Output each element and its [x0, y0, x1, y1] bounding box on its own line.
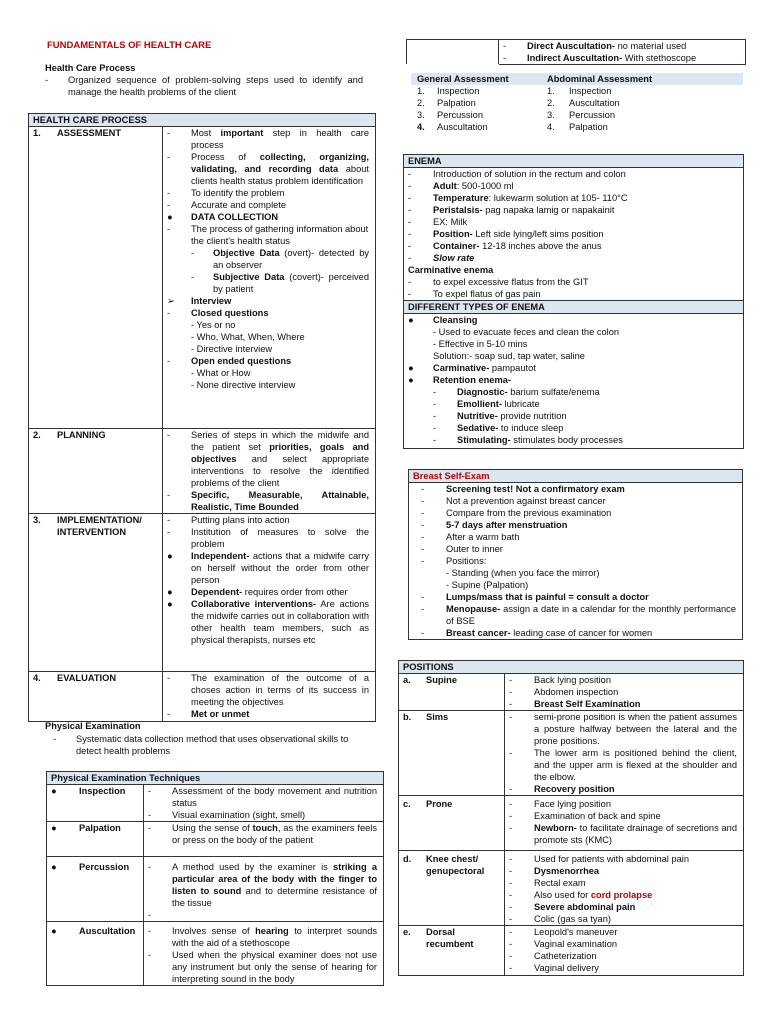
ausc_types-d_a: Direct Auscultation- [527, 41, 615, 51]
assess-h1: General Assessment [411, 73, 543, 85]
table-header: Physical Examination Techniques [47, 772, 384, 785]
pet-insp-name: Inspection [79, 786, 126, 796]
positions-supine-l1: Back lying position [534, 675, 611, 685]
pet-palp-b: touch [252, 823, 278, 833]
table-row: 3. IMPLEMENTATION/ INTERVENTION - Putting plans into action - Institution of measures to solve the problem ● Independent- actions that a midwife carry on herself without the order from other person ● Dependent- requires order from other ● Collaborative interventions- Are actions the midwife carries out in collaboration with other health team members, such as physical therapists, nurses etc [29, 514, 376, 672]
health-care-process-table [28, 113, 376, 722]
hcp-impl-num: 3. [33, 515, 41, 525]
positions-table [398, 660, 744, 976]
positions-prone-l3a: Newborn- [534, 823, 577, 833]
hcp-eval-num: 4. [33, 673, 41, 683]
assess-rows-0-3: Inspection [569, 86, 612, 96]
hcp-planning-num: 2. [33, 430, 41, 440]
hcp-assessment-o1: - What or How [191, 368, 251, 378]
assess-rows-1-2: 2. [547, 98, 555, 108]
positions-sims-l1: semi-prone position is when the patient assumes a posture halfway between the lateral and the prone positions. [534, 712, 737, 746]
hcp-planning-l2: Specific, Measurable, Attainable, Realistic, Time Bounded [191, 490, 370, 512]
hcp-planning-l1b: priorities, goals and objectives [191, 442, 370, 464]
hcp-eval-name: EVALUATION [57, 673, 117, 683]
assess-rows-2-1: Percussion [437, 110, 483, 120]
types-cl1: - Used to evacuate feces and clean the colon [433, 327, 620, 337]
positions-knee-k: d. [403, 854, 412, 864]
pet-perc-name: Percussion [79, 862, 130, 872]
types-cleansing: Cleansing [433, 315, 478, 325]
definition-line: - Organized sequence of problem-solving steps used to identify and manage the health problems of the client [45, 75, 363, 97]
hcp-impl-l2: Institution of measures to solve the problem [191, 527, 370, 549]
bse-l9: - Supine (Palpation) [446, 580, 529, 590]
bse-l12a: Breast cancer- [446, 628, 511, 638]
pet-insp-l1: Assessment of the body movement and nutrition status [172, 786, 378, 808]
positions-dorsal-k: e. [403, 927, 411, 937]
hcp-assessment-l1a: Most [191, 128, 221, 138]
table-row: 2. PLANNING - Series of steps in which the midwife and the patient set priorities, goals and objectives and select appropriate interventions to resolve the identified problems of the client - Specific, Measurable, Attainable, Realistic, Time Bounded [29, 429, 376, 514]
pet-ausc-l2: Used when the physical examiner does not use any instrument but only the sense of hearing for interpreting sound in the body [172, 950, 378, 984]
auscultation-types-table: - Direct Auscultation- no material used - Indirect Auscultation- With stethoscope [406, 39, 746, 65]
hcp-eval-l2: Met or unmet [191, 709, 250, 719]
enema-c2: To expel flatus of gas pain [433, 289, 541, 299]
types-cl2: - Effective in 5-10 mins [433, 339, 528, 349]
hcp-planning-name: PLANNING [57, 430, 106, 440]
positions-supine-n: Supine [426, 675, 457, 685]
table-row: 4. EVALUATION - The examination of the outcome of a choses action in terms of its success in meeting the objectives - Met or unmet [29, 672, 376, 722]
table-row: ● Inspection - Assessment of the body movement and nutrition status - Visual examination (sight, smell) [47, 785, 384, 822]
pet-perc-c: and to determine resistance of the tissue [172, 886, 378, 908]
hcp-assessment-l1b: important [220, 128, 264, 138]
table-header: HEALTH CARE PROCESS [29, 114, 376, 127]
pe-title: Physical Examination [45, 721, 141, 731]
bse-l8: - Standing (when you face the mirror) [446, 568, 600, 578]
hcp-assessment-c1: - Yes or no [191, 320, 236, 330]
types-nut_a: Nutritive- [457, 411, 498, 421]
positions-dorsal-l4: Vaginal delivery [534, 963, 599, 973]
section-subtitle: Health Care Process [45, 63, 136, 73]
types-emol_a: Emollient- [457, 399, 502, 409]
positions-knee-l6: Colic (gas sa tyan) [534, 914, 611, 924]
header-def: Organized sequence of problem-solving steps used to identify and manage the health problems of the client [68, 75, 363, 97]
bse-l10: Lumps/mass that is painful = consult a doctor [446, 592, 649, 602]
pet-ausc-c: to interpret sounds with the aid of a stethoscope [172, 926, 378, 948]
hcp-assessment-dc: DATA COLLECTION [191, 212, 279, 222]
assess-rows-0-0: 1. [417, 86, 425, 96]
types-sed_b: to induce sleep [498, 423, 564, 433]
bse-l5: After a warm bath [446, 532, 520, 542]
hcp-assessment-l2b: collecting, organizing, validating, and recording data [191, 152, 370, 174]
enema-temp_a: Temperature [433, 193, 489, 203]
bse-l12b: leading case of cancer for women [510, 628, 653, 638]
types-stim_b: stimulates body processes [510, 435, 623, 445]
types-emol_b: lubricate [501, 399, 540, 409]
table-row: ● Auscultation - Involves sense of hearing to interpret sounds with the aid of a stethoscope - Used when the physical examiner does not use any instrument but only the sense of hearing for interpreting sound in the body [47, 922, 384, 986]
hcp-impl-dep_b: requires order from other [242, 587, 348, 597]
positions-prone-n: Prone [426, 799, 453, 809]
table-row: b. Sims - semi-prone position is when the patient assumes a posture halfway between the lateral and the prone positions. - The lower arm is positioned behind the client, and the upper arm is flexed at the shoulder and the elbow. - Recovery position [399, 711, 744, 796]
hcp-impl-ind_a: Independent- [191, 551, 250, 561]
positions-title: POSITIONS [399, 661, 744, 674]
pet-palp-c: , as the examiners feels or press on the body of the patient [172, 823, 378, 845]
types-carm_a: Carminative- [433, 363, 490, 373]
hcp-assessment-l4: Accurate and complete [191, 200, 287, 210]
ausc_types-i_a: Indirect Auscultation- [527, 53, 623, 63]
bse-l11a: Menopause- [446, 604, 501, 614]
enema-c1: to expel excessive flatus from the GIT [433, 277, 589, 287]
pet-palp-a: Using the sense of [172, 823, 253, 833]
positions-prone-l3b: to facilitate drainage of secretions and promote sts (KMC) [534, 823, 737, 845]
ausc_types-d_b: no material used [615, 41, 687, 51]
bse-l4: 5-7 days after menstruation [446, 520, 568, 530]
hcp-assessment-o2: - None directive interview [191, 380, 296, 390]
types-diag_a: Diagnostic- [457, 387, 508, 397]
assess-h2: Abdominal Assessment [543, 73, 743, 85]
pet-ausc-a: Involves sense of [172, 926, 256, 936]
bse-table: Breast Self-Exam - Screening test! Not a confirmatory exam - Not a prevention against breast cancer - Compare from the previous examination - 5-7 days after menstruation - After a warm bath - Outer to inner - Positions: - Standing (when you face the mirror) - Supine (Palpation) - Lumps/mass that is painful = consult a doctor - Menopause- assign a date in a calendar for the monthly performance of BSE - Breast cancer- leading case of cancer for women [408, 469, 743, 640]
table-row: ● Percussion - A method used by the examiner is striking a particular area of the body with the finger to listen to sound and to determine resistance of the tissue - [47, 857, 384, 922]
positions-knee-l4a: Also used for [534, 890, 591, 900]
enema-cont_a: Container- [433, 241, 480, 251]
hcp-assessment-sub_b: (covert)- perceived by patient [213, 272, 369, 294]
positions-dorsal-l1: Leopold's maneuver [534, 927, 618, 937]
positions-supine-l3: Breast Self Examination [534, 699, 641, 709]
assess-rows-2-3: Percussion [569, 110, 616, 120]
hcp-assessment-closed: Closed questions [191, 308, 269, 318]
hcp-assessment-open: Open ended questions [191, 356, 292, 366]
hcp-assessment-l2a: Process of [191, 152, 260, 162]
types-stim_a: Stimulating- [457, 435, 511, 445]
bse-l3: Compare from the previous examination [446, 508, 612, 518]
bse-l1: Screening test! Not a confirmatory exam [446, 484, 625, 494]
pe-techniques-table [46, 771, 384, 986]
positions-knee-l1: Used for patients with abdominal pain [534, 854, 690, 864]
hcp-impl-col_a: Collaborative interventions- [191, 599, 317, 609]
page-title: FUNDAMENTALS OF HEALTH CARE [47, 40, 212, 51]
enema-pos_b: Left side lying/left sims position [472, 229, 604, 239]
enema-title: ENEMA [404, 155, 744, 168]
enema-cont_b: 12-18 inches above the anus [479, 241, 602, 251]
types-nut_b: provide nutrition [497, 411, 567, 421]
hcp-impl-name: IMPLEMENTATION/ INTERVENTION [57, 515, 142, 537]
positions-knee-l4b: cord prolapse [590, 890, 653, 900]
types-ret: Retention enema- [433, 375, 512, 385]
hcp-assessment-c3: - Directive interview [191, 344, 273, 354]
types-diag_b: barium sulfate/enema [507, 387, 600, 397]
hcp-assessment-num: 1. [33, 128, 41, 138]
types-cl3: Solution:- soap sud, tap water, saline [433, 351, 585, 361]
positions-supine-k: a. [403, 675, 411, 685]
enema-carm: Carminative enema [408, 265, 494, 275]
table-row: ● Palpation - Using the sense of touch, as the examiners feels or press on the body of the patient [47, 822, 384, 857]
hcp-impl-l1: Putting plans into action [191, 515, 290, 525]
bse-l2: Not a prevention against breast cancer [446, 496, 606, 506]
enema-table: ENEMA - Introduction of solution in the rectum and colon - Adult: 500-1000 ml - Temperature: lukewarm solution at 105- 110°C - Peristalsis- pag napaka lamig or napakainit - EX: Milk - Position- Left side lying/left sims position - Container- 12-18 inches above the anus - Slow rate Carminative enema - to expel excessive flatus from the GIT - To expel flatus of gas pain DIFFERENT TYPES OF ENEMA ● Cleansing - Used to evacuate feces and clean the colon - Effective in 5-10 mins Solution:- soap sud, tap water, saline ● Carminative- pampautot ● Retention enema- - Diagnostic- barium sulfate/enema - Emollient- lubricate - Nutritive- provide nutrition - Sedative- to induce sleep - Stimulating- stimulates body processes [403, 154, 744, 449]
table-row: c. Prone - Face lying position - Examination of back and spine - Newborn- to facilitate drainage of secretions and promote sts (KMC) [399, 796, 744, 851]
assess-rows-1-1: Palpation [437, 98, 476, 108]
positions-supine-l2: Abdomen inspection [534, 687, 619, 697]
positions-knee-n: Knee chest/ genupectoral [426, 854, 485, 876]
positions-knee-l5: Severe abdominal pain [534, 902, 636, 912]
hcp-assessment-l2c: about clients health status problem identification [191, 164, 370, 186]
table-row: a. Supine - Back lying position - Abdomen inspection - Breast Self Examination [399, 674, 744, 711]
hcp-planning-l1c: and select appropriate interventions to resolve the identified problems of the client [191, 454, 370, 488]
hcp-assessment-interview: Interview [191, 296, 232, 306]
assessment-order-table [411, 73, 743, 133]
assess-rows-3-2: 4. [547, 122, 555, 132]
hcp-assessment-obj_b: (overt)- detected by an observer [213, 248, 370, 270]
enema-peri_b: pag napaka lamig or napakainit [482, 205, 615, 215]
enema-adult_b: : 500-1000 ml [456, 181, 514, 191]
hcp-assessment-obj_a: Objective Data [213, 248, 280, 258]
hcp-assessment-dc_def: The process of gathering information about the client's health status [191, 224, 369, 246]
enema-temp_b: : lukewarm solution at 105- 110°C [488, 193, 628, 203]
positions-sims-k: b. [403, 712, 412, 722]
assess-rows-0-2: 1. [547, 86, 555, 96]
hcp-assessment-c2: - Who, What, When, Where [191, 332, 305, 342]
positions-knee-l3: Rectal exam [534, 878, 586, 888]
pet-ausc-name: Auscultation [79, 926, 136, 936]
pet-perc-b: striking a particular area of the body with the finger to listen to sound [172, 862, 378, 896]
assess-rows-0-1: Inspection [437, 86, 480, 96]
enema-l1: Introduction of solution in the rectum and colon [433, 169, 626, 179]
step-name: ASSESSMENT [57, 128, 122, 138]
hcp-assessment-l1c: step in health care process [191, 128, 370, 150]
positions-knee-l2: Dysmenorrhea [534, 866, 600, 876]
pe-def: Systematic data collection method that uses observational skills to detect health problems [76, 734, 349, 756]
positions-prone-l2: Examination of back and spine [534, 811, 661, 821]
assess-rows-2-0: 3. [417, 110, 425, 120]
hcp-impl-col_b: Are actions the midwife carries out in collaboration with other health team members, such as physical therapists, nurses etc [191, 599, 370, 645]
bse-l6: Outer to inner [446, 544, 503, 554]
assess-rows-2-2: 3. [547, 110, 555, 120]
pe-definition: - Systematic data collection method that uses observational skills to detect health problems [53, 733, 363, 757]
enema-pos_a: Position- [433, 229, 473, 239]
assess-rows-1-0: 2. [417, 98, 425, 108]
ausc_types-i_b: With stethoscope [622, 53, 697, 63]
types-sed_a: Sedative- [457, 423, 499, 433]
pet-palp-name: Palpation [79, 823, 121, 833]
positions-sims-l3: Recovery position [534, 784, 615, 794]
pet-ausc-b: hearing [255, 926, 289, 936]
positions-prone-l1: Face lying position [534, 799, 611, 809]
types-carm_b: pampautot [489, 363, 536, 373]
positions-sims-l2: The lower arm is positioned behind the client, and the upper arm is flexed at the shoulder and the elbow. [534, 748, 737, 782]
assess-rows-3-0: 4. [417, 122, 425, 132]
positions-dorsal-l3: Catheterization [534, 951, 597, 961]
enema-peri_a: Peristalsis- [433, 205, 483, 215]
bse-title: Breast Self-Exam [409, 470, 743, 483]
hcp-assessment-l3: To identify the problem [191, 188, 285, 198]
table-row: e. Dorsal recumbent - Leopold's maneuver - Vaginal examination - Catheterization - Vaginal delivery [399, 926, 744, 976]
positions-dorsal-l2: Vaginal examination [534, 939, 618, 949]
bse-l7: Positions: [446, 556, 487, 566]
table-row: d. Knee chest/ genupectoral - Used for patients with abdominal pain - Dysmenorrhea - Rectal exam - Also used for cord prolapse - Severe abdominal pain - Colic (gas sa tyan) [399, 851, 744, 926]
pet-insp-l2: Visual examination (sight, smell) [172, 810, 306, 820]
assess-rows-3-1: Auscultation [437, 122, 488, 132]
hcp-impl-ind_b: actions that a midwife carry on herself without the order from other person [191, 551, 370, 585]
hcp-planning-l1a: Series of steps in which the midwife and the patient set [191, 430, 370, 452]
enema-ex: EX: Milk [433, 217, 468, 227]
hcp-assessment-sub_a: Subjective Data [213, 272, 285, 282]
hcp-eval-l1: The examination of the outcome of a choses action in terms of its success in meeting the objectives [191, 673, 370, 707]
positions-prone-k: c. [403, 799, 411, 809]
assess-rows-1-3: Auscultation [569, 98, 620, 108]
table-row: 1. ASSESSMENT - Most important step in health care process - Process of collecting, organizing, validating, and recording data about clients health status problem identification - To identify the problem - Accurate and complete ● DATA COLLECTION - The process of gathering information about the client's health status - Objective Data (overt)- detected by an observer - Subjective Data (covert)- perceived by patient ➢ Interview - Closed questions - Yes or no - Who, What, When, Where - Directive interview - Open ended questions - What or How - None directive interview [29, 127, 376, 429]
assess-rows-3-3: Palpation [569, 122, 608, 132]
pet-perc-a: A method used by the examiner is [172, 862, 334, 872]
bse-l11b: assign a date in a calendar for the monthly performance of BSE [446, 604, 736, 626]
types-title: DIFFERENT TYPES OF ENEMA [404, 301, 744, 314]
enema-slow: Slow rate [433, 253, 475, 263]
hcp-impl-dep_a: Dependent- [191, 587, 243, 597]
enema-adult_a: Adult [433, 181, 457, 191]
positions-dorsal-n: Dorsal recumbent [426, 927, 474, 949]
positions-sims-n: Sims [426, 712, 449, 722]
